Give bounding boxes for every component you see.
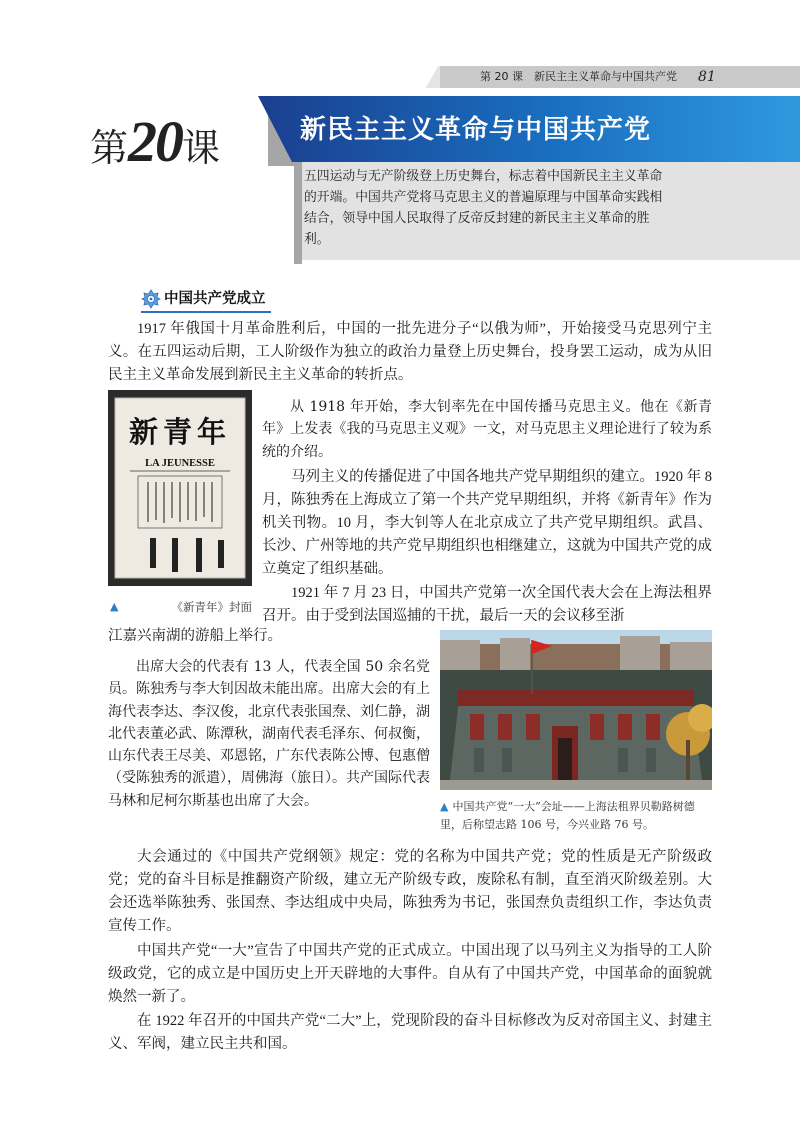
page-number: 81 [698, 69, 716, 85]
paragraph-7: 中国共产党“一大”宣告了中国共产党的正式成立。中国出现了以马列主义为指导的工人阶级政党，它的成立是中国历史上开天辟地的大事件。自从有了中国共产党，中国革命的面貌就焕然一新了。 [108, 943, 712, 1005]
lesson-title: 新民主主义革命与中国共产党 [300, 115, 652, 145]
caption-marker-icon: ▲ [110, 600, 119, 613]
intro-box-shadow [294, 162, 302, 264]
paragraph-4-part-b: 江嘉兴南湖的游船上举行。 [108, 628, 282, 644]
magazine-caption-text: 《新青年》封面 [171, 600, 252, 614]
paragraph-2: 从 1918 年开始，李大钊率先在中国传播马克思主义。他在《新青年》上发表《我的马克思主义观》一文，对马克思主义理论进行了较为系统的介绍。 [262, 399, 712, 460]
photo-caption-text: 中国共产党“一大”会址——上海法租界贝勒路树德里，后称望志路 106 号，今兴业路 76 号。 [440, 800, 695, 831]
paragraph-8: 在 1922 年召开的中国共产党“二大”上，党现阶段的奋斗目标修改为反对帝国主义、封建主义、军阀，建立民主共和国。 [108, 1013, 712, 1052]
paragraph-3: 马列主义的传播促进了中国各地共产党早期组织的建立。1920 年 8 月，陈独秀在上海成立了第一个共产党早期组织，并将《新青年》作为机关刊物。10 月，李大钊等人在北京成立了共产党早期组织。武昌、长沙、广州等地的共产党早期组织也相继建立，这就为中国共产党的成立奠定了组织基础。 [262, 469, 712, 577]
magazine-caption [108, 598, 252, 616]
section-badge-icon [141, 289, 161, 309]
photo-caption-marker-icon: ▲ [440, 800, 449, 813]
lesson-label-suffix: 课 [182, 126, 221, 170]
paragraph-4-part-a: 1921 年 7 月 23 日，中国共产党第一次全国代表大会在上海法租界召开。由于受到法国巡捕的干扰，最后一天的会议移至浙 [262, 585, 712, 624]
paragraph-1: 1917 年俄国十月革命胜利后，中国的一批先进分子“以俄为师”，开始接受马克思列宁主义。在五四运动后期，工人阶级作为独立的政治力量登上历史舞台，投身罢工运动，成为从旧民主主义革命发展到新民主主义革命的转折点。 [108, 321, 712, 383]
running-header-lesson: 第 20 课 新民主主义革命与中国共产党 [480, 70, 677, 83]
section-title: 中国共产党成立 [164, 291, 266, 307]
lesson-label-prefix: 第 [90, 126, 129, 170]
congress-site-photo [440, 630, 712, 790]
lesson-label-number: 20 [128, 109, 183, 174]
section-underline [141, 311, 271, 313]
lesson-label [90, 109, 221, 174]
magazine-masthead: 新青年 [128, 415, 232, 449]
photo-caption [440, 798, 716, 834]
paragraph-6: 大会通过的《中国共产党纲领》规定：党的名称为中国共产党；党的性质是无产阶级政党；党的奋斗目标是推翻资产阶级，建立无产阶级专政，废除私有制，直至消灭阶级差别。大会还选举陈独秀、张国焘、李达组成中央局，陈独秀为书记，张国焘负责组织工作，李达负责宣传工作。 [108, 849, 712, 934]
paragraph-5: 出席大会的代表有 13 人，代表全国 50 余名党员。陈独秀与李大钊因故未能出席。出席大会的有上海代表李达、李汉俊，北京代表张国焘、刘仁静，湖北代表董必武、陈潭秋，湖南代表毛泽东、何叔衡，山东代表王尽美、邓恩铭，广东代表陈公博、包惠僧（受陈独秀的派遣），周佛海（旅日）。共产国际代表马林和尼柯尔斯基也出席了大会。 [108, 659, 430, 809]
magazine-subtitle: LA JEUNESSE [145, 458, 215, 469]
magazine-cover-image [108, 390, 252, 586]
lesson-intro: 五四运动与无产阶级登上历史舞台，标志着中国新民主主义革命的开端。中国共产党将马克思主义的普遍原理与中国革命实践相结合，领导中国人民取得了反帝反封建的新民主主义革命的胜利。 [304, 169, 663, 247]
